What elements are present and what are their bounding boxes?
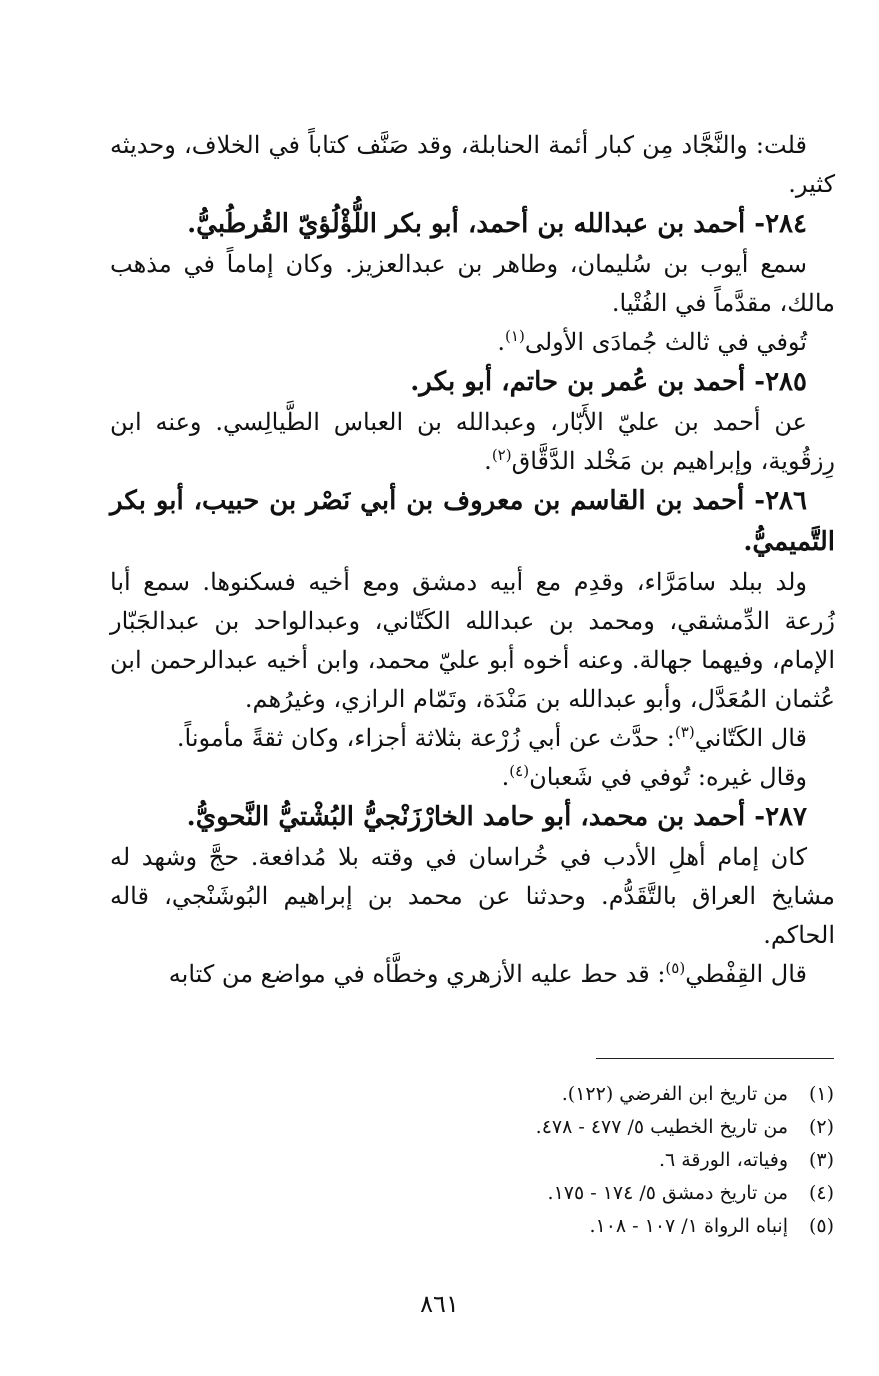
footnote-number: (٣) <box>808 1149 834 1171</box>
footnote <box>300 1111 834 1144</box>
footnote-text: إنباه الرواة ١/ ١٠٧ - ١٠٨. <box>589 1215 788 1237</box>
footnote-number: (٥) <box>808 1215 834 1237</box>
page-number: ٨٦١ <box>420 1290 459 1318</box>
footnote-ref: (٤) <box>509 762 530 780</box>
footnote <box>300 1078 834 1111</box>
footnote-text: من تاريخ ابن الفرضي (١٢٢). <box>561 1083 788 1105</box>
paragraph: سمع أيوب بن سُليمان، وطاهر بن عبدالعزيز. وكان إماماً في مذهب مالك، مقدَّماً في الفُتْيا. <box>110 250 835 317</box>
text: عن أحمد بن عليّ الأَبّار، وعبدالله بن العباس الطَّيالِسي. وعنه ابن رِزقُوية، وإبراهيم بن مَخْلد الدَّقَّاق <box>110 408 835 475</box>
footnotes <box>300 1078 834 1243</box>
text: قال الكَتّاني <box>694 724 807 752</box>
text: وقال غيره: تُوفي في شَعبان <box>529 763 807 791</box>
paragraph: قلت: والنَّجَّاد مِن كبار أئمة الحنابلة، وقد صَنَّف كتاباً في الخلاف، وحديثه كثير. <box>110 131 835 198</box>
footnote-text: من تاريخ الخطيب ٥/ ٤٧٧ - ٤٧٨. <box>535 1116 788 1138</box>
text: تُوفي في ثالث جُمادَى الأولى <box>524 328 807 356</box>
paragraph <box>110 323 835 362</box>
text: قال القِفْطي <box>685 960 807 988</box>
paragraph <box>110 758 835 797</box>
entry-heading-287: ٢٨٧- أحمد بن محمد، أبو حامد الخارْزَنْجيُّ البُشْتيُّ النَّحويُّ. <box>186 802 807 832</box>
page-body <box>110 126 835 994</box>
footnote-ref: (١) <box>505 327 525 345</box>
footnote-number: (١) <box>808 1083 834 1105</box>
text: . <box>484 447 492 475</box>
footnote-number: (٤) <box>808 1182 834 1204</box>
footnote-number: (٢) <box>808 1116 834 1138</box>
paragraph <box>110 719 835 758</box>
text: . <box>497 328 506 356</box>
entry-heading-284: ٢٨٤- أحمد بن عبدالله بن أحمد، أبو بكر اللُّؤْلُؤيّ القُرطُبيُّ. <box>187 209 807 239</box>
entry-heading-285: ٢٨٥- أحمد بن عُمر بن حاتم، أبو بكر. <box>410 367 807 397</box>
footnote <box>300 1144 834 1177</box>
footnote-text: وفياته، الورقة ٦. <box>658 1149 788 1171</box>
text: . <box>501 763 510 791</box>
footnote-ref: (٣) <box>674 723 695 741</box>
footnote-text: من تاريخ دمشق ٥/ ١٧٤ - ١٧٥. <box>547 1182 788 1204</box>
footnote-ref: (٢) <box>491 446 512 464</box>
paragraph: كان إمام أهلِ الأدب في خُراسان في وقته بلا مُدافعة. حجَّ وشهد له مشايخ العراق بالتَّقَدُّم. وحدثنا عن محمد بن إبراهيم البُوشَنْجي، قاله الحاكم. <box>110 843 835 949</box>
text: : قد حط عليه الأزهري وخطَّأه في مواضع من كتابه <box>168 960 666 988</box>
footnote <box>300 1210 834 1243</box>
footnote-ref: (٥) <box>665 959 686 977</box>
paragraph <box>110 403 835 481</box>
paragraph <box>110 955 835 994</box>
paragraph: ولد ببلد سامَرَّاء، وقدِم مع أبيه دمشق ومع أخيه فسكنوها. سمع أبا زُرعة الدِّمشقي، ومحمد بن عبدالله الكَتّاني، وعبدالواحد بن عبدالجَبّار الإمام، وفيهما جهالة. وعنه أخوه أبو عليّ محمد، وابن أخيه عبدالرحمن ابن عُثمان المُعَدَّل، وأبو عبدالله بن مَنْدَة، وتَمّام الرازي، وغيرُهم. <box>110 568 835 713</box>
entry-heading-286: ٢٨٦- أحمد بن القاسم بن معروف بن أبي نَصْر بن حبيب، أبو بكر التَّميميُّ. <box>110 486 835 557</box>
text: : حدَّث عن أبي زُرْعة بثلاثة أجزاء، وكان ثقةً مأموناً. <box>176 724 675 752</box>
footnote-divider <box>596 1058 834 1059</box>
footnote <box>300 1177 834 1210</box>
